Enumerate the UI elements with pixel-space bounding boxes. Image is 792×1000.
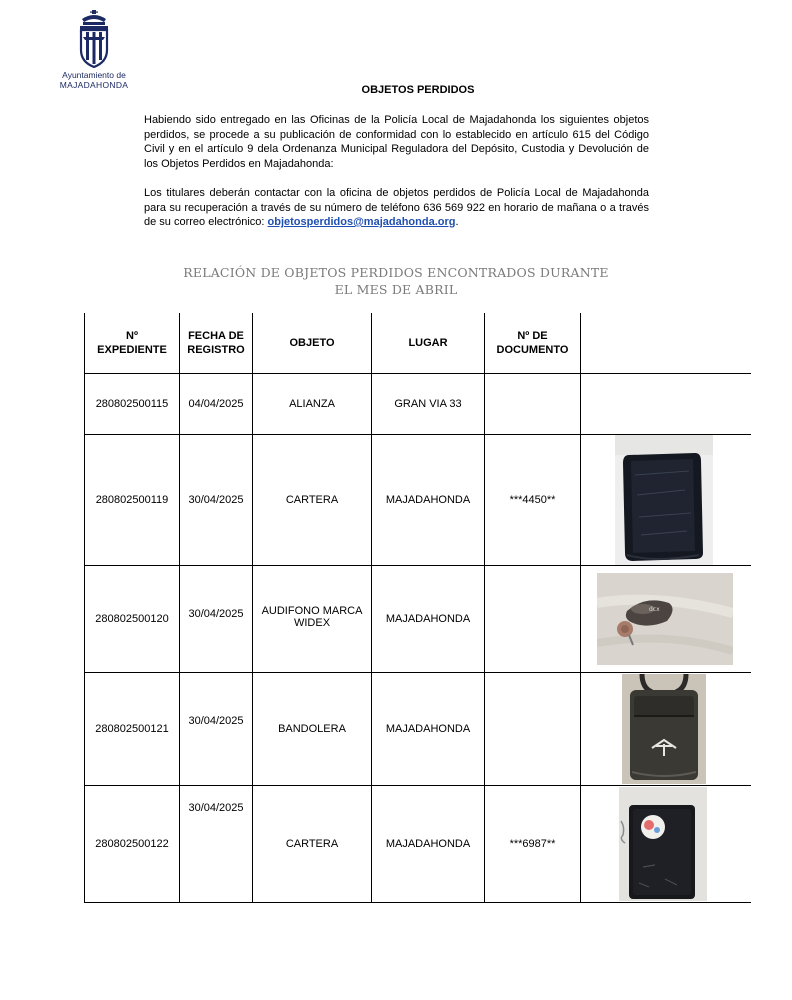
header-photo [581, 313, 751, 373]
page-title: OBJETOS PERDIDOS [361, 84, 475, 96]
cell-expediente: 280802500119 [85, 434, 180, 565]
cell-documento: ***4450** [485, 434, 581, 565]
header-lugar: LUGAR [372, 313, 485, 373]
cell-photo [581, 565, 751, 672]
contact-end: . [455, 216, 459, 228]
cell-photo [581, 672, 751, 785]
header-expediente-line2: EXPEDIENTE [97, 343, 167, 356]
logo-text-line2: MAJADAHONDA [59, 80, 129, 90]
cell-lugar: GRAN VIA 33 [372, 373, 485, 434]
header-fecha-line2: REGISTRO [187, 343, 245, 356]
list-heading-line2: EL MES DE ABRIL [334, 282, 458, 297]
cell-lugar: MAJADAHONDA [372, 672, 485, 785]
header-expediente [85, 313, 180, 373]
black-wallet-photo [615, 435, 713, 565]
cell-lugar: MAJADAHONDA [372, 785, 485, 902]
cell-objeto: AUDIFONO MARCA WIDEX [253, 565, 372, 672]
header-expediente-line1: Nº [126, 329, 138, 342]
table-row [85, 434, 751, 565]
contact-paragraph [144, 186, 649, 230]
sticker-wallet-photo [619, 787, 707, 901]
cell-photo [581, 434, 751, 565]
cell-photo [581, 785, 751, 902]
svg-text:dcx: dcx [649, 605, 660, 613]
hearing-aid-photo [597, 573, 733, 665]
cell-objeto: CARTERA [253, 434, 372, 565]
header-documento-line2: DOCUMENTO [496, 343, 569, 356]
header-objeto: OBJETO [253, 313, 372, 373]
contact-email-link[interactable]: objetosperdidos@majadahonda.org [267, 216, 456, 228]
cell-fecha: 30/04/2025 [180, 565, 253, 672]
municipal-logo [54, 10, 134, 90]
cell-fecha: 04/04/2025 [180, 373, 253, 434]
table-row [85, 373, 751, 434]
cell-objeto: CARTERA [253, 785, 372, 902]
intro-paragraph: Habiendo sido entregado en las Oficinas de la Policía Local de Majadahonda los siguientes objetos perdidos, se procede a su publicación de conformidad con lo establecido en artículo 615 del Código Civil y en el artículo 9 dela Ordenanza Municipal Reguladora del Depósito, Custodia y Devolución de los Objetos Perdidos en Majadahonda: [144, 114, 649, 170]
cell-fecha: 30/04/2025 [180, 785, 253, 902]
logo-text-line1: Ayuntamiento de [62, 70, 126, 80]
header-fecha [180, 313, 253, 373]
lost-objects-table [84, 313, 751, 903]
table-row [85, 672, 751, 785]
cell-expediente: 280802500120 [85, 565, 180, 672]
header-fecha-line1: FECHA DE [188, 329, 244, 342]
cell-documento [485, 373, 581, 434]
header-documento-line1: Nº DE [517, 329, 548, 342]
cell-objeto: ALIANZA [253, 373, 372, 434]
cell-expediente: 280802500121 [85, 672, 180, 785]
table-row [85, 785, 751, 902]
cell-documento: ***6987** [485, 785, 581, 902]
table-header-row [85, 313, 751, 373]
cell-documento [485, 565, 581, 672]
coat-of-arms-icon [77, 10, 111, 68]
cell-lugar: MAJADAHONDA [372, 434, 485, 565]
cell-fecha: 30/04/2025 [180, 672, 253, 785]
cell-documento [485, 672, 581, 785]
shoulder-bag-photo [622, 674, 706, 784]
list-heading-line1: RELACIÓN DE OBJETOS PERDIDOS ENCONTRADOS DURANTE [183, 265, 609, 280]
cell-lugar: MAJADAHONDA [372, 565, 485, 672]
table-row [85, 565, 751, 672]
cell-objeto: BANDOLERA [253, 672, 372, 785]
cell-expediente: 280802500115 [85, 373, 180, 434]
cell-expediente: 280802500122 [85, 785, 180, 902]
contact-text: Los titulares deberán contactar con la oficina de objetos perdidos de Policía Local de Majadahonda para su recuperación a través de su número de teléfono 636 569 922 en horario de mañana o a través de su correo electrónico: [144, 187, 649, 228]
cell-fecha: 30/04/2025 [180, 434, 253, 565]
header-documento [485, 313, 581, 373]
cell-photo [581, 373, 751, 434]
